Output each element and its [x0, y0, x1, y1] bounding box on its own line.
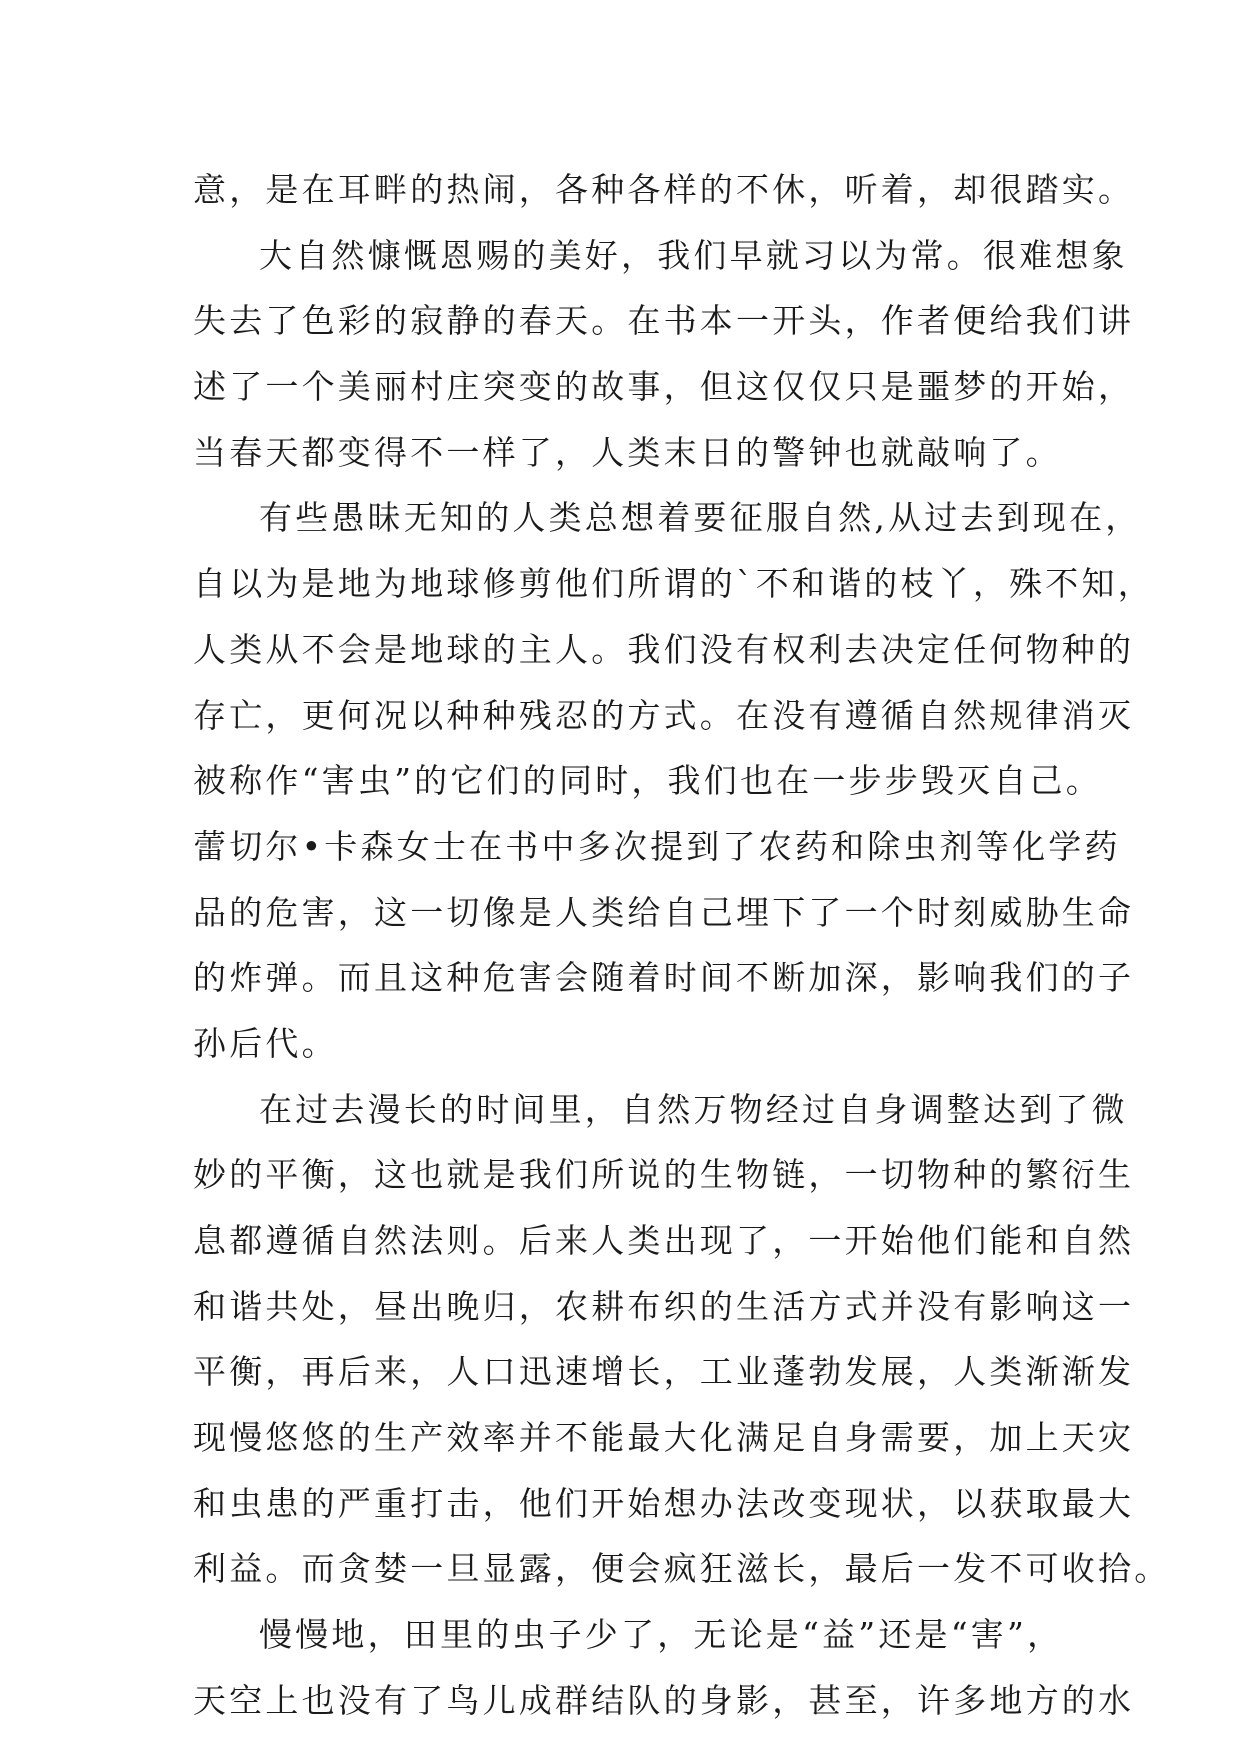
text-line: 孙后代。	[193, 1023, 338, 1063]
text-line: 在过去漫长的时间里，自然万物经过自身调整达到了微	[259, 1089, 1128, 1129]
text-line: 蕾切尔•卡森女士在书中多次提到了农药和除虫剂等化学药	[193, 826, 1121, 866]
text-line: 意，是在耳畔的热闹，各种各样的不休，听着，却很踏实。	[193, 170, 1135, 209]
text-line: 的炸弹。而且这种危害会随着时间不断加深，影响我们的子	[193, 958, 1135, 998]
body-text	[193, 157, 1171, 1734]
text-line: 述了一个美丽村庄突变的故事，但这仅仅只是噩梦的开始，	[193, 367, 1135, 407]
text-line: 当春天都变得不一样了，人类末日的警钟也就敲响了。	[193, 432, 1062, 472]
text-line: 息都遵循自然法则。后来人类出现了，一开始他们能和自然	[193, 1221, 1135, 1260]
text-line: 和谐共处，昼出晚归，农耕布织的生活方式并没有影响这一	[193, 1286, 1135, 1326]
text-line: 自以为是地为地球修剪他们所谓的`不和谐的枝丫，殊不知，	[193, 564, 1154, 604]
text-line: 现慢悠悠的生产效率并不能最大化满足自身需要，加上天灾	[193, 1418, 1135, 1458]
text-line: 大自然慷慨恩赐的美好，我们早就习以为常。很难想象	[259, 235, 1128, 275]
text-line: 品的危害，这一切像是人类给自己埋下了一个时刻威胁生命	[193, 892, 1135, 932]
text-line: 有些愚昧无知的人类总想着要征服自然,从过去到现在，	[259, 498, 1142, 538]
text-line: 和虫患的严重打击，他们开始想办法改变现状，以获取最大	[193, 1483, 1135, 1523]
text-line: 被称作“害虫”的它们的同时，我们也在一步步毁灭自己。	[193, 761, 1102, 801]
text-line: 慢慢地，田里的虫子少了，无论是“益”还是“害”，	[259, 1615, 1064, 1655]
text-line: 天空上也没有了鸟儿成群结队的身影，甚至，许多地方的水	[193, 1680, 1135, 1720]
text-line: 失去了色彩的寂静的春天。在书本一开头，作者便给我们讲	[193, 301, 1135, 341]
text-line: 平衡，再后来，人口迅速增长，工业蓬勃发展，人类渐渐发	[193, 1352, 1135, 1392]
text-line: 利益。而贪婪一旦显露，便会疯狂滋长，最后一发不可收拾。	[193, 1549, 1171, 1589]
text-line: 妙的平衡，这也就是我们所说的生物链，一切物种的繁衍生	[193, 1155, 1135, 1195]
text-line: 人类从不会是地球的主人。我们没有权利去决定任何物种的	[193, 629, 1135, 669]
text-line: 存亡，更何况以种种残忍的方式。在没有遵循自然规律消灭	[193, 695, 1135, 735]
